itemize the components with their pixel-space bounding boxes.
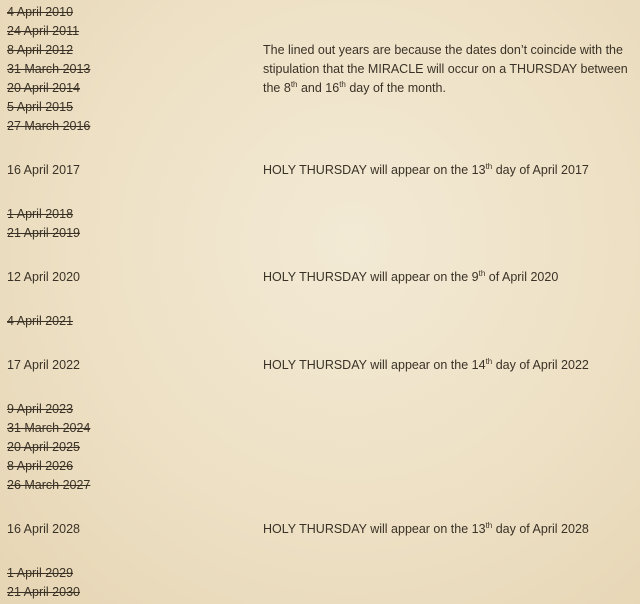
struck-date: 24 April 2011 — [7, 24, 80, 38]
struck-date: 27 March 2016 — [7, 119, 91, 133]
valid-date-2020: 12 April 2020 — [7, 270, 80, 284]
explanation-line-2: stipulation that the MIRACLE will occur on a THURSDAY between — [263, 62, 628, 76]
struck-date: 20 April 2014 — [7, 81, 80, 95]
explanation-line-1: The lined out years are because the dates don’t coincide with the — [263, 43, 623, 57]
explanation-line-3: the 8th and 16th day of the month. — [263, 80, 446, 95]
valid-date-2022: 17 April 2022 — [7, 358, 80, 372]
struck-date: 9 April 2023 — [7, 402, 74, 416]
valid-date-2017: 16 April 2017 — [7, 163, 80, 177]
holy-thursday-note-2028: HOLY THURSDAY will appear on the 13th day of April 2028 — [263, 521, 589, 536]
struck-date: 5 April 2015 — [7, 100, 74, 114]
valid-date-2028: 16 April 2028 — [7, 522, 80, 536]
struck-date: 21 April 2019 — [7, 226, 80, 240]
struck-date: 4 April 2021 — [7, 314, 74, 328]
holy-thursday-note-2017: HOLY THURSDAY will appear on the 13th day of April 2017 — [263, 162, 589, 177]
struck-date: 20 April 2025 — [7, 440, 80, 454]
struck-date: 21 April 2030 — [7, 585, 80, 599]
struck-date: 1 April 2029 — [7, 566, 74, 580]
struck-date: 31 March 2013 — [7, 62, 91, 76]
struck-date: 1 April 2018 — [7, 207, 74, 221]
struck-date: 8 April 2026 — [7, 459, 74, 473]
holy-thursday-note-2020: HOLY THURSDAY will appear on the 9th of April 2020 — [263, 269, 559, 284]
struck-date: 4 April 2010 — [7, 5, 74, 19]
struck-date: 31 March 2024 — [7, 421, 91, 435]
holy-thursday-note-2022: HOLY THURSDAY will appear on the 14th day of April 2022 — [263, 357, 589, 372]
struck-date: 26 March 2027 — [7, 478, 91, 492]
struck-date: 8 April 2012 — [7, 43, 74, 57]
